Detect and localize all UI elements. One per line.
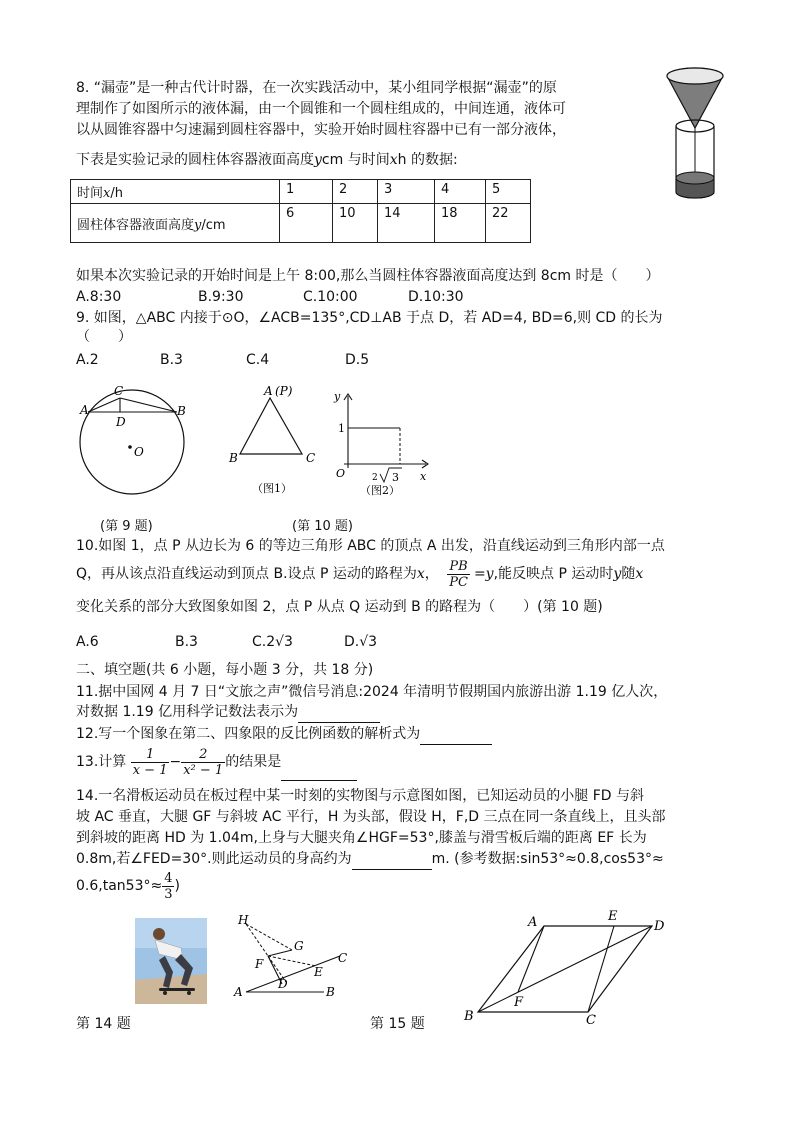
label-p: (P) (275, 384, 293, 398)
q8-option-c: C.10:00 (303, 289, 358, 305)
q10-line3 (76, 597, 603, 617)
q14-line4 (76, 849, 664, 870)
q10-var-x: x (416, 566, 425, 582)
q13-line (76, 744, 357, 781)
q9-caption: (第 9 题) (100, 519, 153, 534)
f2-num: 2 (181, 747, 225, 763)
skateboarder-photo (135, 918, 207, 1004)
q13-fraction1 (131, 747, 170, 778)
label-c: C (338, 951, 348, 965)
label-c: C (306, 451, 316, 465)
label-1: 1 (338, 422, 345, 435)
q12-line1 (76, 724, 492, 745)
label-b: B (229, 451, 238, 465)
q10-option-d: D.√3 (344, 634, 378, 650)
label-2: 2 (372, 473, 378, 483)
q10-var-y2: y (613, 566, 622, 582)
table-cell: 4 (435, 180, 486, 204)
label-c: C (114, 384, 124, 398)
segment-ac (88, 398, 120, 412)
label-g: G (294, 939, 304, 953)
q10-fraction (447, 559, 470, 590)
label-e: E (608, 909, 618, 924)
q13-minus: − (169, 754, 182, 770)
height-label: 圆柱体容器液面高度 (77, 217, 195, 233)
label-o: O (134, 445, 144, 459)
q10-line2-a: Q，再从该点沿直线运动到顶点 B.设点 P 运动的路程为 (76, 566, 417, 582)
q9-option-d: D.5 (345, 352, 370, 368)
dashed-fe (268, 956, 316, 966)
graph-figure (326, 388, 436, 500)
q11-line2 (76, 702, 380, 723)
segment-af (518, 926, 544, 992)
liquid-surface (676, 172, 714, 184)
q10-var-x2: x (635, 566, 644, 582)
triangle-abc (240, 398, 302, 454)
height-unit: /cm (201, 217, 226, 233)
q10-option-c: C.2√3 (252, 634, 293, 650)
q12-text: 12.写一个图象在第二、四象限的反比例函数的解析式为 (76, 726, 421, 742)
label-o: O (336, 467, 346, 480)
wheel (163, 991, 167, 995)
q10-line2 (76, 556, 643, 592)
q14-line1: 14.一名滑板运动员在板过程中某一时刻的实物图与示意图如图，已知运动员的小腿 FD 与斜 (76, 788, 644, 804)
label-3: 3 (392, 471, 399, 484)
q15-caption: 第 15 题 (370, 1016, 425, 1032)
q10-line3-text: 变化关系的部分大致图象如图 2，点 P 从点 Q 运动到 B 的路程为（ ）(第 10 题) (76, 599, 603, 615)
q8-option-b: B.9:30 (198, 289, 244, 305)
q8-option-d: D.10:30 (408, 289, 464, 305)
q8-question: 如果本次实验记录的开始时间是上午 8:00,那么当圆柱体容器液面高度达到 8cm 时是（ ） (76, 268, 660, 284)
dashed-hf (246, 924, 268, 956)
q14-line5-b: ) (174, 878, 180, 894)
f2-den: x² − 1 (183, 762, 224, 778)
q13-fraction2 (181, 747, 225, 778)
triangle-figure (224, 382, 324, 500)
q10-var-y: y (485, 566, 494, 582)
table-cell: 10 (333, 204, 378, 243)
q13-answer-blank[interactable] (281, 744, 357, 781)
water-clock-figure (664, 66, 726, 206)
q10-line2-d: ,能反映点 P 运动时 (493, 566, 614, 582)
label-d: D (654, 919, 665, 934)
time-label: 时间 (77, 186, 104, 201)
q14-fraction (162, 871, 174, 902)
label-a: A (528, 915, 538, 930)
skateboard (159, 988, 195, 991)
q8-line4-c: h 的数据: (397, 152, 458, 168)
time-var: x (103, 186, 111, 201)
fraction-num: PB (447, 559, 470, 575)
fig1-label: （图1） (252, 482, 292, 495)
q8-line4-b: cm 与时间 (321, 152, 390, 168)
q8-line2: 理制作了如图所示的液体漏，由一个圆锥和一个圆柱组成的，中间连通，液体可 (76, 101, 566, 117)
segment-gf (268, 950, 292, 956)
q10-line2-b: ， (424, 566, 439, 582)
q14-frac-num: 4 (164, 870, 173, 886)
q9-option-c: C.4 (246, 352, 270, 368)
q10-line2-c: = (473, 566, 486, 582)
section-2-title: 二、填空题(共 6 小题，每小题 3 分，共 18 分) (76, 662, 374, 678)
q8-data-table (70, 179, 531, 243)
q9-line1: 9. 如图，△ABC 内接于⊙O，∠ACB=135°,CD⊥AB 于点 D，若 AD=4, BD=6,则 CD 的长为 (76, 310, 663, 326)
label-b: B (326, 985, 335, 999)
time-unit: /h (110, 186, 123, 201)
label-h: H (238, 913, 249, 927)
q14-line5 (76, 868, 180, 904)
table-cell: 1 (280, 180, 333, 204)
q14-line2: 坡 AC 垂直，大腿 GF 与斜坡 AC 平行，H 为头部，假设 H，F,D 三点在同一条直线上，且头部 (76, 809, 666, 825)
q8-var-y: y (314, 152, 322, 168)
cone-rim (667, 68, 723, 84)
q14-answer-blank[interactable] (352, 849, 432, 870)
q8-line4 (76, 150, 458, 170)
skate-diagram (228, 910, 358, 1006)
q14-line4-a: 0.8m,若∠FED=30°.则此运动员的身高约为 (76, 851, 352, 867)
table-cell: 5 (486, 180, 531, 204)
q10-option-b: B.3 (175, 634, 198, 650)
q12-answer-blank[interactable] (420, 724, 492, 745)
label-b: B (464, 1009, 474, 1024)
q14-line3: 到斜坡的距离 HD 为 1.04m,上身与大腿夹角∠HGF=53°,膝盖与滑雪板后端的距离 EF 长为 (76, 830, 647, 846)
table-cell: 2 (333, 180, 378, 204)
table-row-time (71, 180, 531, 204)
segment-ec (588, 926, 614, 1012)
q8-line4-a: 下表是实验记录的圆柱体容器液面高度 (76, 152, 314, 168)
label-b: B (177, 404, 186, 418)
label-c: C (586, 1013, 596, 1028)
q13-prefix: 13.计算 (76, 754, 127, 770)
label-f: F (514, 995, 524, 1010)
table-cell: 22 (486, 204, 531, 243)
circle-o (80, 390, 184, 494)
q10-line1: 10.如图 1，点 P 从边长为 6 的等边三角形 ABC 的顶点 A 出发，沿直线运动到三角形内部一点 (76, 538, 665, 554)
fig2-label: （图2） (360, 484, 400, 497)
sky-top (135, 918, 207, 948)
table-header-height (71, 204, 280, 243)
circle-figure (76, 384, 192, 500)
label-e: E (314, 965, 323, 979)
q11-line2-text: 对数据 1.19 亿用科学记数法表示为 (76, 704, 299, 720)
q14-frac-den: 3 (164, 886, 173, 902)
label-a: A (264, 384, 273, 398)
q8-option-a: A.8:30 (76, 289, 122, 305)
head (153, 928, 165, 940)
q8-line1: 8. “漏壶”是一种古代计时器，在一次实践活动中，某小组同学根据“漏壶”的原 (76, 80, 557, 96)
label-f: F (255, 957, 264, 971)
q9-option-a: A.2 (76, 352, 99, 368)
q10-option-a: A.6 (76, 634, 99, 650)
center-dot (128, 445, 132, 449)
table-cell: 18 (435, 204, 486, 243)
q10-caption: (第 10 题) (292, 519, 353, 534)
q9-line2: （ ） (76, 329, 132, 345)
label-y: y (334, 390, 341, 403)
table-cell: 6 (280, 204, 333, 243)
q11-line1: 11.据中国网 4 月 7 日“文旅之声”微信号消息:2024 年清明节假期国内旅游出游 1.19 亿人次， (76, 684, 668, 700)
q8-line3: 以从圆锥容器中匀速漏到圆柱容器中，实验开始时圆柱容器中已有一部分液体， (76, 122, 566, 138)
label-d: D (278, 977, 288, 991)
q9-option-b: B.3 (160, 352, 183, 368)
q11-answer-blank[interactable] (298, 702, 380, 723)
q13-suffix: 的结果是 (225, 754, 282, 770)
f1-den: x − 1 (132, 762, 168, 778)
height-var: y (194, 217, 202, 233)
table-cell: 14 (378, 204, 435, 243)
label-d: D (116, 415, 126, 429)
label-x: x (420, 470, 427, 483)
q8-var-x: x (389, 152, 398, 168)
table-header-time (71, 180, 280, 204)
f1-num: 1 (131, 747, 170, 763)
table-row-height (71, 204, 531, 243)
q14-line5-a: 0.6,tan53°≈ (76, 878, 163, 894)
q14-caption: 第 14 题 (76, 1016, 131, 1032)
diagonal-bd (478, 926, 652, 1012)
q14-line4-b: m. (参考数据:sin53°≈0.8,cos53°≈ (431, 851, 664, 867)
label-a: A (80, 403, 89, 417)
fraction-den: PC (449, 574, 468, 590)
table-cell: 3 (378, 180, 435, 204)
dashed-hg (246, 924, 292, 950)
label-a: A (234, 985, 243, 999)
wheel (187, 991, 191, 995)
parallelogram-figure (458, 906, 672, 1030)
q10-line2-e: 随 (621, 566, 636, 582)
